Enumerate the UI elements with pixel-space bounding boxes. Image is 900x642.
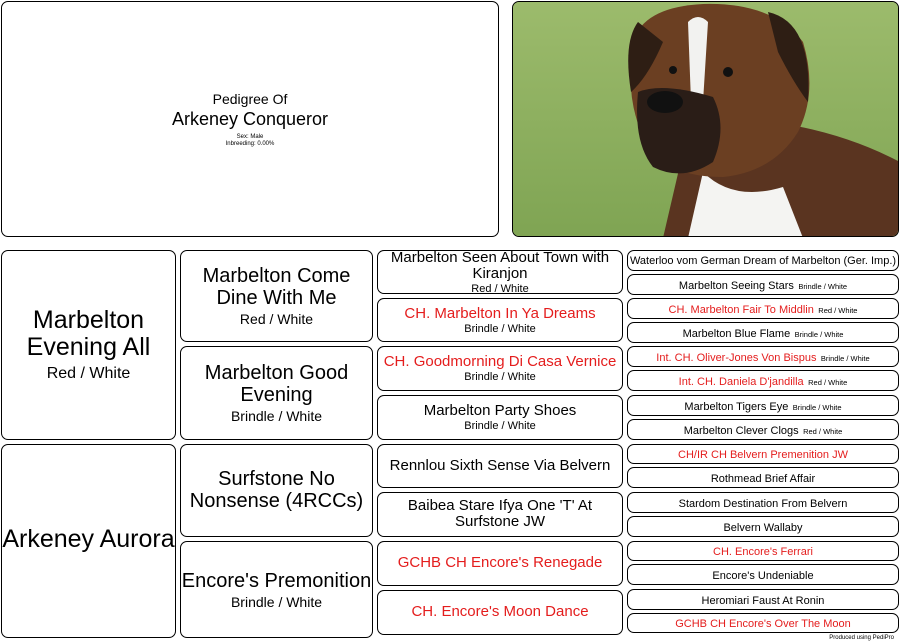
pedigree-gen4-13 [627,541,899,561]
pedigree-gen4-10 [627,467,899,488]
ancestor-color: Brindle / White [798,281,848,291]
sire-color: Red / White [46,365,131,382]
ancestor-name: CH. Encore's Moon Dance [411,603,589,620]
ancestor-name: Waterloo vom German Dream of Marbelton (Ger. Imp.) [629,255,897,267]
inbreeding-label: Inbreeding: 0.00% [225,140,275,147]
pedigree-sire-dam [180,346,373,440]
pedigree-gen4-9 [627,444,899,464]
pedigree-dam [1,444,176,638]
pedigree-gen4-11 [627,492,899,513]
pedigree-gen3-2 [377,298,623,342]
ancestor-name: Stardom Destination From Belvern [678,497,848,510]
pedigree-gen4-7 [627,395,899,416]
dog-photo [512,1,899,237]
ancestor-color: Red / White [803,426,843,436]
pedigree-gen4-1 [627,250,899,271]
ancestor-name: Heromiari Faust At Ronin [701,594,825,607]
pedigree-sire-sire [180,250,373,342]
pedigree-gen3-1 [377,250,623,294]
ancestor-name: Marbelton Clever Clogs [683,424,799,437]
ancestor-color: Red / White [808,377,848,387]
ancestor-name: CH. Goodmorning Di Casa Vernice [383,353,617,370]
pedigree-gen4-3 [627,298,899,319]
pedigree-gen4-4 [627,322,899,343]
dam-name: Arkeney Aurora [2,524,175,553]
ancestor-name: CH/IR CH Belvern Premenition JW [678,449,848,461]
pedigree-title-card [1,1,499,237]
ancestor-color: Brindle / White [464,371,536,383]
pedigree-dam-dam [180,541,373,638]
ancestor-name: Marbelton Come Dine With Me [202,265,351,309]
pedigree-gen4-15 [627,589,899,610]
ancestor-color: Brindle / White [464,322,536,335]
pedigree-of-label: Pedigree Of [212,90,288,107]
ancestor-name: CH. Marbelton In Ya Dreams [404,304,596,322]
pedigree-gen4-8 [627,419,899,440]
pedigree-gen3-6 [377,492,623,537]
pedigree-gen4-5 [627,346,899,367]
pedigree-dam-sire [180,444,373,537]
pedigree-gen3-4 [377,395,623,440]
pedigree-gen3-3 [377,346,623,391]
produced-by-credit: Produced using PediPro [829,635,894,641]
ancestor-name: Rothmead Brief Affair [710,472,816,485]
ancestor-color: Brindle / White [794,329,844,339]
subject-dog-name: Arkeney Conqueror [171,108,329,129]
pedigree-gen3-5 [377,444,623,488]
ancestor-name: Marbelton Seen About Town with Kiranjon [390,250,610,282]
sex-label: Sex: Male [236,133,264,140]
ancestor-name: GCHB CH Encore's Renegade [397,554,603,571]
pedigree-gen4-14 [627,564,899,585]
ancestor-color: Brindle / White [792,402,842,412]
pedigree-gen4-6 [627,370,899,391]
ancestor-color: Red / White [818,305,858,315]
ancestor-name: Belvern Wallaby [723,521,803,534]
ancestor-name: Marbelton Blue Flame [682,327,791,340]
pedigree-gen3-8 [377,590,623,635]
ancestor-name: Marbelton Seeing Stars [678,279,794,292]
ancestor-name: Int. CH. Daniela D'jandilla [678,375,804,388]
ancestor-name: Marbelton Party Shoes [423,402,577,419]
ancestor-name: Encore's Undeniable [712,569,814,582]
ancestor-color: Brindle / White [464,420,536,432]
ancestor-name: CH. Marbelton Fair To Middlin [668,303,814,316]
ancestor-color: Red / White [239,311,314,327]
pedigree-gen4-2 [627,274,899,295]
ancestor-color: Brindle / White [820,353,870,363]
ancestor-name: Int. CH. Oliver-Jones Von Bispus [656,351,817,364]
ancestor-name: Baibea Stare Ifya One 'T' At Surfstone JW [407,497,593,530]
ancestor-name: Encore's Premonition [181,569,372,592]
ancestor-name: Marbelton Tigers Eye [684,400,789,413]
ancestor-name: GCHB CH Encore's Over The Moon [675,618,851,630]
ancestor-color: Red / White [471,282,529,294]
pedigree-gen3-7 [377,541,623,586]
sire-name: Marbelton Evening All [26,306,151,361]
ancestor-name: Surfstone No Nonsense (4RCCs) [189,467,364,512]
pedigree-gen4-16 [627,613,899,633]
pedigree-sire [1,250,176,440]
ancestor-name: Rennlou Sixth Sense Via Belvern [389,456,611,474]
ancestor-color: Brindle / White [230,408,323,424]
pedigree-gen4-12 [627,516,899,537]
ancestor-color: Brindle / White [230,593,323,610]
ancestor-name: Marbelton Good Evening [204,362,349,406]
ancestor-name: CH. Encore's Ferrari [713,546,813,558]
